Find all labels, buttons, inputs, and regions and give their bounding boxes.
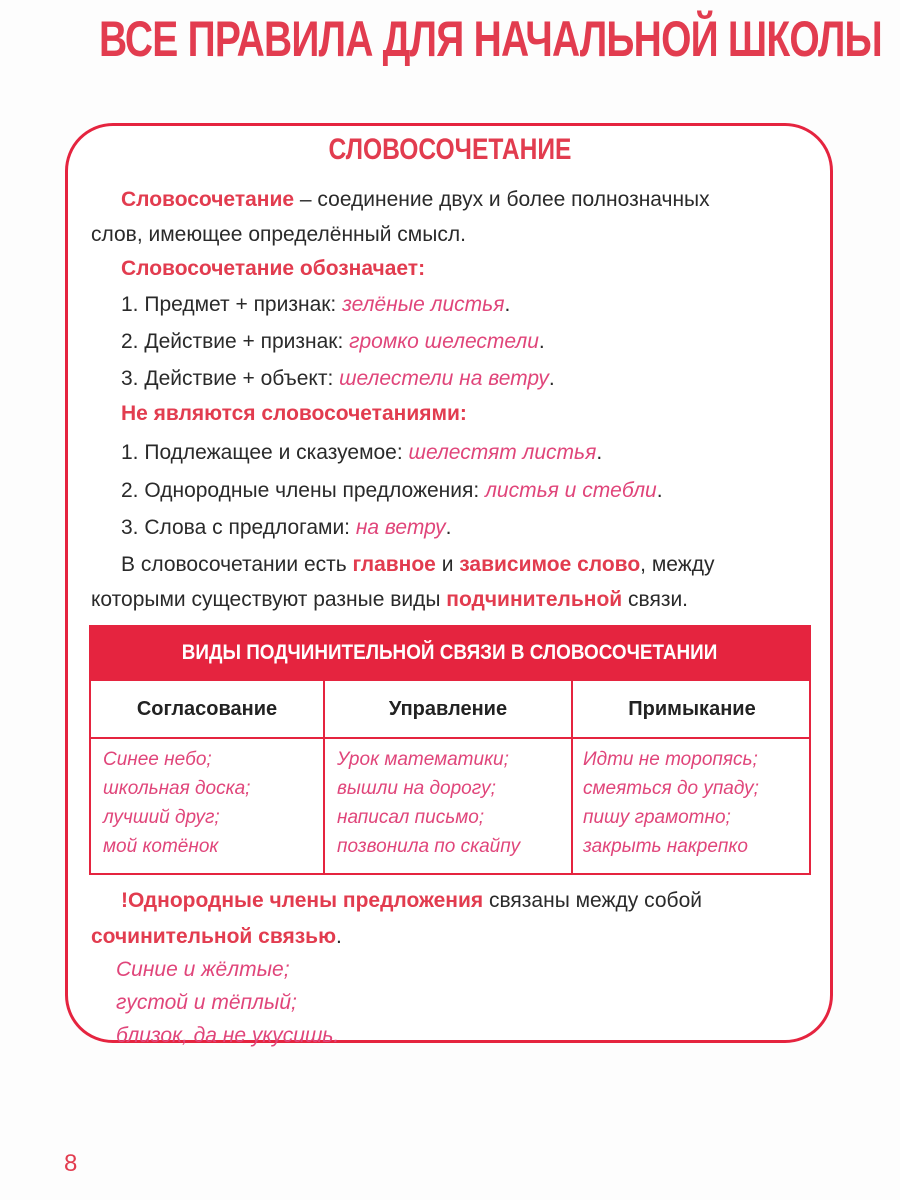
not-item-example: шелестят листья [408, 441, 597, 464]
main-dep-text: В словосочетании есть [121, 553, 353, 576]
not-item-text: 3. Слова с предлогами: [121, 516, 356, 539]
example-line: позвонила по скайпу [337, 836, 521, 857]
denotes-heading: Словосочетание обозначает: [121, 257, 426, 280]
definition-text-1: – соединение двух и более полнозначных [294, 188, 710, 211]
main-dep-text: , между [640, 553, 715, 576]
denotes-item-3 [121, 362, 555, 396]
not-item-3 [121, 511, 451, 545]
example-line: Урок математики; [337, 749, 509, 770]
page-number: 8 [64, 1150, 78, 1177]
definition-term: Словосочетание [121, 188, 295, 211]
note-line-1 [121, 884, 702, 918]
note-end: . [336, 925, 342, 948]
example-line: смеяться до упаду; [583, 778, 759, 799]
denotes-item-text: 3. Действие + объект: [121, 367, 340, 390]
example-line: мой котёнок [103, 836, 219, 857]
not-item-end: . [656, 479, 663, 502]
note-example: близок, да не укусишь. [116, 1024, 340, 1047]
definition-line-1 [121, 183, 710, 217]
note-term-2: сочинительной связью [91, 925, 336, 948]
note-term: Однородные члены предложения [128, 889, 484, 912]
example-line: Синее небо; [103, 749, 212, 770]
main-dep-text: и [435, 553, 460, 576]
card-title: СЛОВОСОЧЕТАНИЕ [328, 133, 572, 166]
note-text: связаны между собой [483, 889, 702, 912]
column-header-government: Управление [388, 697, 508, 720]
example-line: пишу грамотно; [583, 807, 731, 828]
denotes-item-1 [121, 288, 510, 322]
example-line: Идти не торопясь; [583, 749, 758, 770]
not-item-text: 2. Однородные члены предложения: [121, 479, 486, 502]
denotes-item-example: шелестели на ветру [339, 367, 549, 390]
table-title-text: ВИДЫ ПОДЧИНИТЕЛЬНОЙ СВЯЗИ В СЛОВОСОЧЕТАНИИ [182, 641, 718, 664]
denotes-item-2 [121, 325, 545, 359]
example-line: закрыть накрепко [583, 836, 748, 857]
note-example: густой и тёплый; [116, 991, 297, 1014]
not-item-example: листья и стебли [485, 479, 657, 502]
main-dep-line-2 [91, 583, 688, 617]
denotes-item-text: 2. Действие + признак: [121, 330, 350, 353]
not-item-text: 1. Подлежащее и сказуемое: [121, 441, 409, 464]
example-line: вышли на дорогу; [337, 778, 496, 799]
not-item-example: на ветру [355, 516, 446, 539]
not-item-end: . [445, 516, 452, 539]
column-header-agreement: Согласование [136, 697, 278, 720]
table-divider [571, 681, 573, 873]
main-dep-line-1 [121, 548, 715, 582]
example-line: лучший друг; [103, 807, 220, 828]
main-word-term: главное [352, 553, 436, 576]
main-dep-text: связи. [622, 588, 689, 611]
table-grid [89, 681, 811, 875]
example-line: школьная доска; [103, 778, 251, 799]
not-heading: Не являются словосочетаниями: [121, 402, 467, 425]
column-header-adjunction: Примыкание [628, 697, 756, 720]
table-cell-government [337, 745, 520, 861]
denotes-item-example: громко шелестели [349, 330, 539, 353]
subordinate-term: подчинительной [446, 588, 623, 611]
exclamation-icon: ! [121, 889, 128, 912]
page-header: ВСЕ ПРАВИЛА ДЛЯ НАЧАЛЬНОЙ ШКОЛЫ [99, 11, 882, 67]
dependent-word-term: зависимое слово [459, 553, 641, 576]
not-item-end: . [596, 441, 603, 464]
denotes-item-end: . [538, 330, 545, 353]
table-divider [91, 737, 809, 739]
note-example: Синие и жёлтые; [116, 958, 290, 981]
denotes-item-text: 1. Предмет + признак: [121, 293, 343, 316]
denotes-item-end: . [548, 367, 555, 390]
table-cell-agreement [103, 745, 250, 861]
note-line-2 [91, 920, 342, 954]
connection-types-table [89, 625, 811, 875]
main-dep-text: которыми существуют разные виды [91, 588, 447, 611]
denotes-item-example: зелёные листья [342, 293, 505, 316]
table-cell-adjunction [583, 745, 759, 861]
example-line: написал письмо; [337, 807, 485, 828]
not-item-1 [121, 436, 602, 470]
table-title [89, 625, 811, 681]
denotes-item-end: . [504, 293, 511, 316]
table-divider [323, 681, 325, 873]
not-item-2 [121, 474, 663, 508]
definition-line-2: слов, имеющее определённый смысл. [91, 223, 466, 246]
